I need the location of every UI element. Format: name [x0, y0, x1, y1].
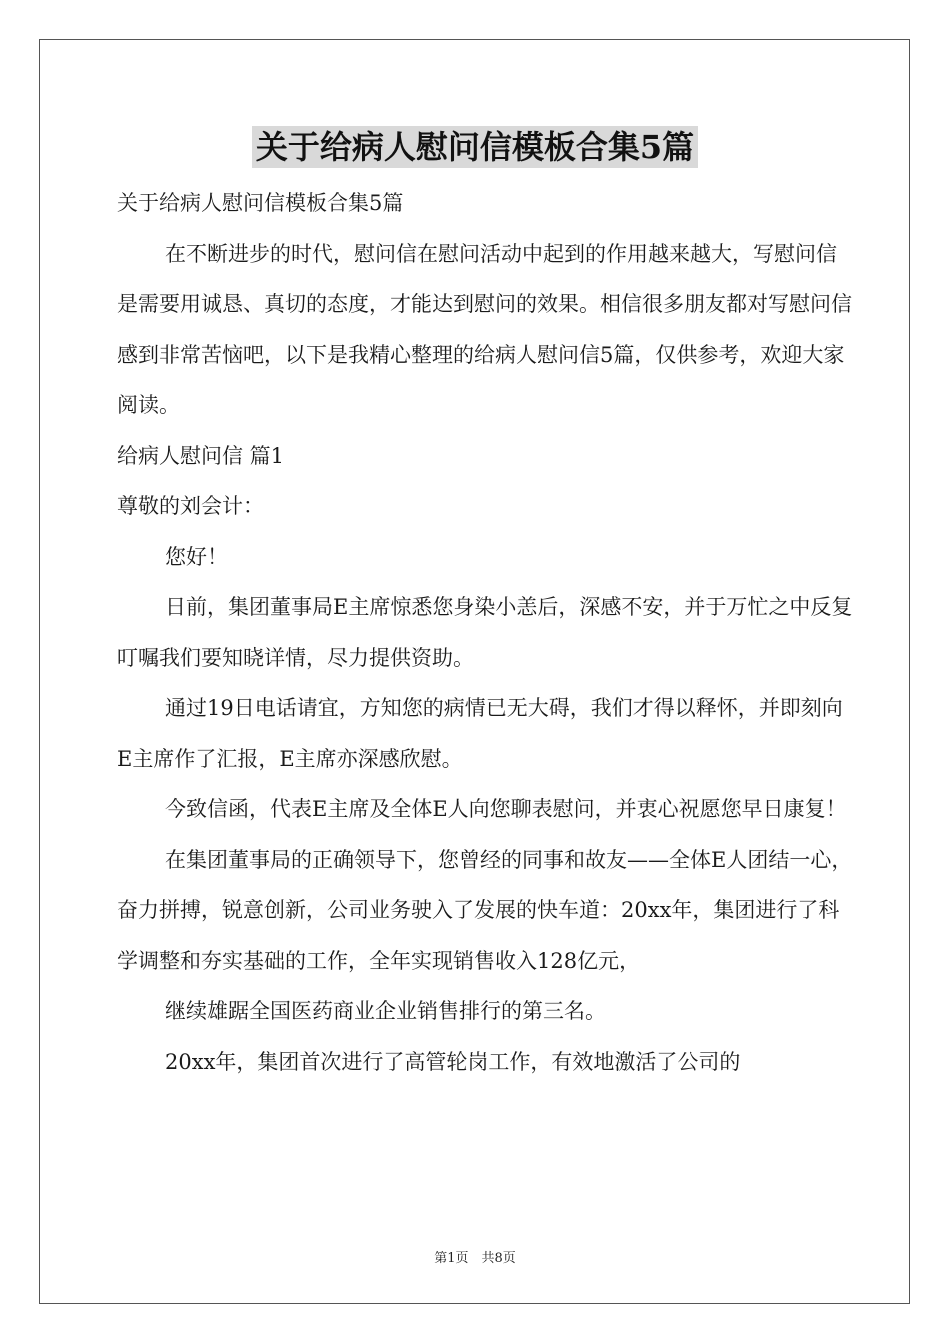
page-footer: 第1页 共8页: [434, 1251, 516, 1266]
paragraph: 给病人慰问信 篇1: [117, 443, 285, 468]
paragraph: 继续雄踞全国医药商业企业销售排行的第三名。: [165, 999, 606, 1023]
paragraph: 您好！: [165, 544, 228, 569]
document-title: 关于给病人慰问信模板合集5篇: [252, 126, 698, 168]
paragraph: 今致信函，代表E主席及全体E人向您聊表慰问，并衷心祝愿您早日康复！: [165, 797, 847, 821]
paragraph: 尊敬的刘会计：: [117, 494, 264, 518]
paragraph: 关于给病人慰问信模板合集5篇: [117, 191, 404, 215]
document-body: [117, 178, 857, 1087]
paragraph: 20xx年，集团首次进行了高管轮岗工作，有效地激活了公司的: [165, 1049, 741, 1074]
paragraph: 通过19日电话请宜，方知您的病情已无大碍，我们才得以释怀，并即刻向E主席作了汇报，E主席亦深感欣慰。: [117, 696, 843, 771]
title-container: [0, 126, 950, 168]
paragraph: 在不断进步的时代，慰问信在慰问活动中起到的作用越来越大，写慰问信是需要用诚恳、真切的态度，才能达到慰问的效果。相信很多朋友都对写慰问信感到非常苦恼吧，以下是我精心整理的给病人慰问信5篇，仅供参考，欢迎大家阅读。: [117, 241, 852, 417]
paragraph: 日前，集团董事局E主席惊悉您身染小恙后，深感不安，并于万忙之中反复叮嘱我们要知晓详情，尽力提供资助。: [117, 595, 853, 670]
paragraph: 在集团董事局的正确领导下，您曾经的同事和故友——全体E人团结一心，奋力拼搏，锐意创新，公司业务驶入了发展的快车道：20xx年，集团进行了科学调整和夯实基础的工作，全年实现销售收入128亿元，: [117, 847, 853, 973]
